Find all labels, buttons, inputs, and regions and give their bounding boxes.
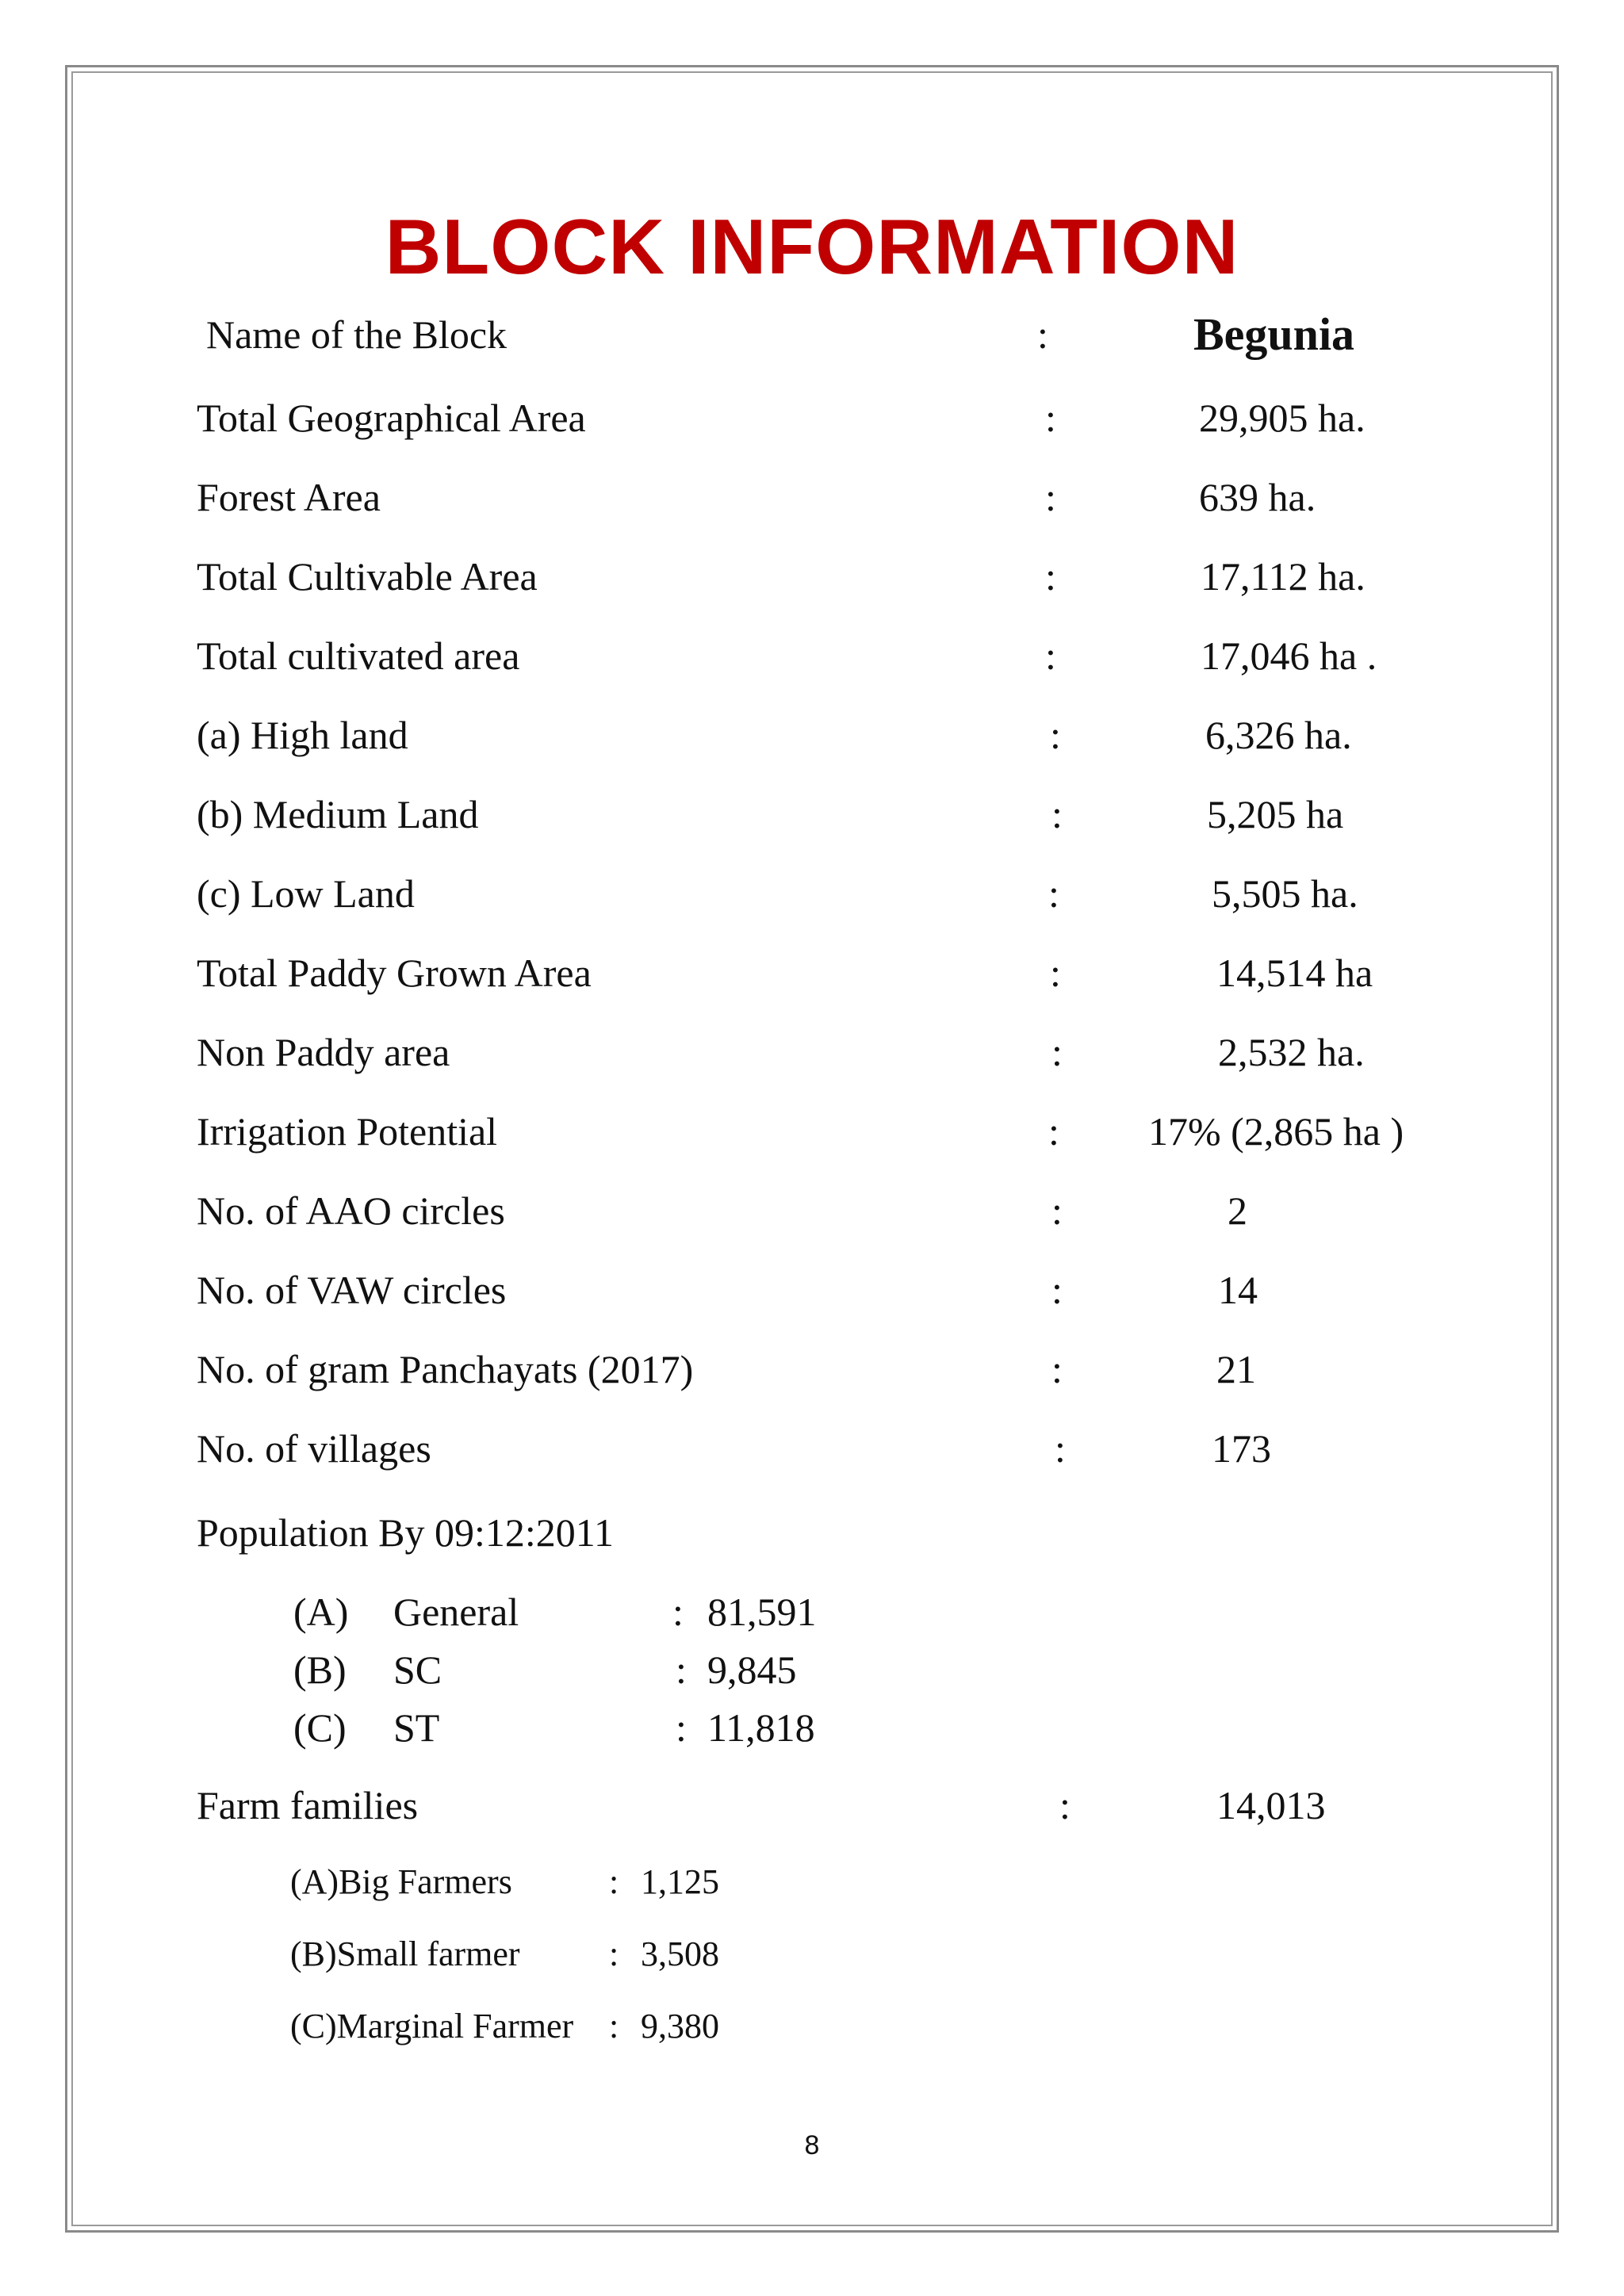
population-name: SC [393,1647,442,1692]
info-row [0,1341,1624,1397]
info-row [0,1421,1624,1476]
row-colon: : [1037,312,1048,357]
row-value: 173 [1212,1426,1271,1471]
info-row [0,945,1624,1001]
row-value: 5,505 ha. [1212,871,1358,916]
row-value: 21 [1216,1347,1256,1391]
row-colon: : [1045,554,1056,599]
page-title: BLOCK INFORMATION [385,203,1239,290]
row-label: Name of the Block [206,312,508,357]
page-number: 8 [804,2130,820,2160]
population-code: (C) [293,1705,347,1750]
row-label: No. of AAO circles [197,1188,505,1233]
population-item [0,1586,1624,1638]
row-value: 14,013 [1216,1783,1326,1827]
row-colon: : [1051,1030,1063,1074]
row-colon: : [1051,792,1063,836]
info-row [0,1262,1624,1318]
population-code: (B) [293,1647,347,1692]
row-label: (b) Medium Land [197,792,479,836]
row-colon: : [1045,475,1056,519]
info-row [0,1104,1624,1159]
row-label: (a) High land [197,713,408,757]
row-label: Irrigation Potential [197,1109,498,1154]
population-heading: Population By 09:12:2011 [197,1510,614,1555]
row-label: Forest Area [197,475,381,519]
population-value: 11,818 [707,1705,815,1750]
info-row [0,628,1624,683]
farmer-value: 3,508 [641,1934,719,1973]
farmer-colon: : [609,2007,619,2045]
row-colon: : [1048,1109,1059,1154]
row-value: 29,905 ha. [1199,396,1365,440]
farmer-item [0,1858,1624,1906]
row-value: 14 [1218,1268,1258,1312]
farmer-item [0,2003,1624,2050]
row-value: 2 [1228,1188,1247,1233]
info-row [0,786,1624,842]
population-colon: : [676,1705,687,1750]
row-colon: : [1050,951,1061,995]
farmer-name: (A)Big Farmers [290,1862,512,1901]
row-colon: : [1059,1783,1071,1827]
info-row [0,1183,1624,1238]
population-item [0,1644,1624,1696]
row-value: 6,326 ha. [1205,713,1352,757]
farmer-item [0,1931,1624,1978]
row-label: Non Paddy area [197,1030,450,1074]
row-label: No. of villages [197,1426,431,1471]
row-value: Begunia [1193,308,1355,360]
population-item [0,1701,1624,1754]
farmer-name: (C)Marginal Farmer [290,2007,574,2045]
row-colon: : [1045,633,1056,678]
info-row [0,390,1624,446]
row-value: 639 ha. [1199,475,1316,519]
row-value: 14,514 ha [1216,951,1373,995]
row-label: Total Paddy Grown Area [197,951,592,995]
row-value: 5,205 ha [1207,792,1344,836]
info-row [0,549,1624,604]
population-colon: : [676,1647,687,1692]
row-label: No. of VAW circles [197,1268,507,1312]
farmer-colon: : [609,1934,619,1973]
row-colon: : [1051,1268,1063,1312]
row-label: Total Cultivable Area [197,554,538,599]
row-value: 2,532 ha. [1218,1030,1365,1074]
population-colon: : [672,1590,684,1634]
population-value: 9,845 [707,1647,797,1692]
row-colon: : [1045,396,1056,440]
row-colon: : [1051,1347,1063,1391]
row-label: Total Geographical Area [197,396,586,440]
population-value: 81,591 [707,1590,817,1634]
row-label: Total cultivated area [197,633,520,678]
farmer-value: 9,380 [641,2007,719,2045]
row-value: 17,046 ha . [1201,633,1377,678]
row-label: Farm families [197,1783,419,1827]
row-colon: : [1055,1426,1066,1471]
info-row [0,469,1624,525]
info-row [0,707,1624,763]
row-value: 17,112 ha. [1201,554,1365,599]
row-label: No. of gram Panchayats (2017) [197,1347,694,1391]
info-row [0,1024,1624,1080]
farmer-name: (B)Small farmer [290,1934,520,1973]
info-row [0,866,1624,921]
row-colon: : [1051,1188,1063,1233]
row-label: (c) Low Land [197,871,415,916]
row-value: 17% (2,865 ha ) [1148,1109,1404,1154]
row-colon: : [1048,871,1059,916]
population-name: ST [393,1705,440,1750]
row-colon: : [1050,713,1061,757]
population-code: (A) [293,1590,349,1634]
population-name: General [393,1590,519,1634]
farmer-value: 1,125 [641,1862,719,1901]
farm-families-row [0,1777,1624,1833]
info-row [0,307,1624,362]
farmer-colon: : [609,1862,619,1901]
